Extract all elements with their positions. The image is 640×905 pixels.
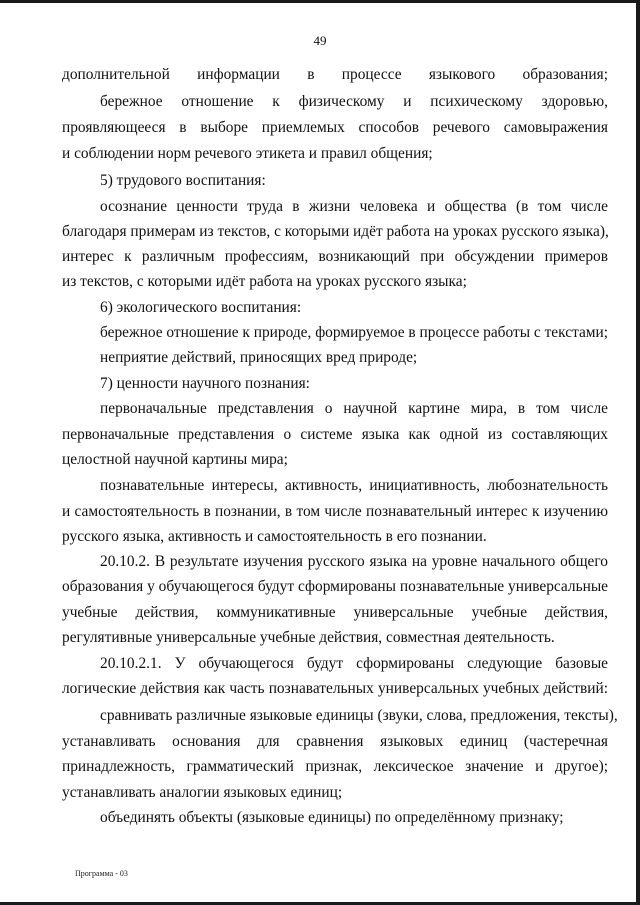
text-line: интерес к различным профессиям, возникающий при обсуждении примеров	[62, 248, 608, 265]
text-line: познавательные интересы, активность, инициативность, любознательность	[100, 477, 608, 494]
scan-edge-top	[0, 0, 640, 3]
text-line: из текстов, с которыми идёт работа на уроках русского языка;	[62, 273, 467, 290]
text-line: первоначальные представления о системе языка как одной из составляющих	[62, 426, 608, 443]
text-line: 5) трудового воспитания:	[100, 172, 266, 189]
text-line: логические действия как часть познавательных универсальных учебных действий:	[62, 680, 608, 697]
text-line: устанавливать аналогии языковых единиц;	[62, 784, 343, 801]
text-line: регулятивные универсальные учебные действия, совместная деятельность.	[62, 629, 555, 646]
text-line: неприятие действий, приносящих вред природе;	[100, 349, 418, 366]
footer-label: Программа - 03	[75, 869, 128, 878]
text-line: бережное отношение к физическому и психическому здоровью,	[100, 93, 608, 110]
text-line: 20.10.2. В результате изучения русского языка на уровне начального общего	[100, 553, 608, 570]
text-line: благодаря примерам из текстов, с которыми идёт работа на уроках русского языка),	[62, 223, 609, 240]
text-line: и самостоятельность в познании, в том числе познавательный интерес к изучению	[62, 503, 608, 520]
text-line: 7) ценности научного познания:	[100, 375, 310, 392]
text-line: русского языка, активность и самостоятельность в его познании.	[62, 528, 487, 545]
page-number: 49	[313, 33, 327, 48]
text-line: образования у обучающегося будут сформированы познавательные универсальные	[62, 578, 608, 595]
text-line: устанавливать основания для сравнения языковых единиц (частеречная	[62, 733, 608, 750]
text-line: первоначальные представления о научной картине мира, в том числе	[100, 400, 608, 417]
text-line: осознание ценности труда в жизни человека и общества (в том числе	[100, 198, 608, 215]
text-line: и соблюдении норм речевого этикета и правил общения;	[62, 145, 433, 162]
text-line: принадлежность, грамматический признак, лексическое значение и другое);	[62, 758, 608, 775]
text-line: объединять объекты (языковые единицы) по определённому признаку;	[100, 809, 564, 826]
text-line: сравнивать различные языковые единицы (звуки, слова, предложения, тексты),	[100, 707, 618, 724]
text-line: проявляющееся в выборе приемлемых способов речевого самовыражения	[62, 119, 608, 136]
text-line: целостной научной картины мира;	[62, 451, 288, 468]
text-line: 6) экологического воспитания:	[100, 299, 302, 316]
text-line: 20.10.2.1. У обучающегося будут сформированы следующие базовые	[100, 655, 608, 672]
text-line: учебные действия, коммуникативные универсальные учебные действия,	[62, 604, 608, 621]
text-line: бережное отношение к природе, формируемое в процессе работы с текстами;	[100, 324, 609, 341]
scan-edge-right	[636, 0, 640, 905]
text-line: дополнительной информации в процессе языкового образования;	[62, 66, 608, 83]
